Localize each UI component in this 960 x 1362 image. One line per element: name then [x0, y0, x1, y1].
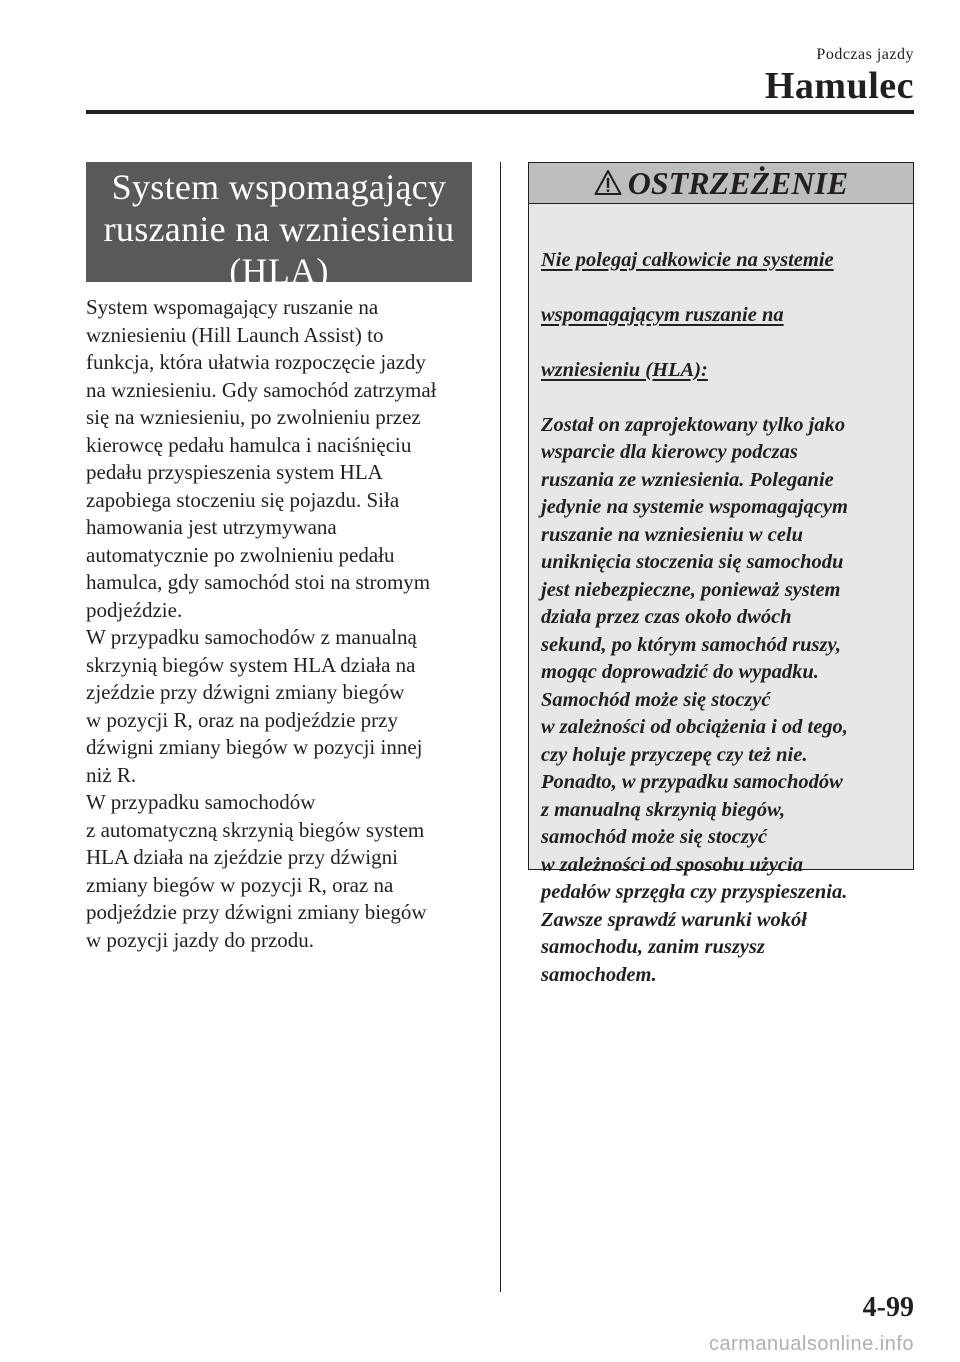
- warning-text: Został on zaprojektowany tylko jako wsparcie dla kierowcy podczas ruszania ze wzniesienia. Poleganie jedynie na systemie wspomagającym ruszanie na wzniesieniu w celu uniknięcia stoczenia się samochodu jest niebezpieczne, ponieważ system działa przez czas około dwóch sekund, po którym samochód ruszy, mogąc doprowadzić do wypadku. Samochód może się stoczyć w zależności od obciążenia i od tego, czy holuje przyczepę czy też nie. Ponadto, w przypadku samochodów z manualną skrzynią biegów, samochód może się stoczyć w zależności od sposobu użycia pedałów sprzęgła czy przyspieszenia. Zawsze sprawdź warunki wokół samochodu, zanim ruszysz samochodem.: [541, 413, 848, 986]
- section-title: [86, 162, 472, 291]
- warning-lead-line: Nie polegaj całkowicie na systemie: [541, 248, 834, 271]
- header-rule: [86, 110, 914, 114]
- body-paragraph: W przypadku samochodów z manualną skrzynią biegów system HLA działa na zjeździe przy dźwigni zmiany biegów w pozycji R, oraz na podjeździe przy dźwigni zmiany biegów w pozycji innej niż R.: [86, 625, 423, 787]
- warning-header: [529, 163, 913, 204]
- body-paragraph: System wspomagający ruszanie na wzniesieniu (Hill Launch Assist) to funkcja, która ułatwia rozpoczęcie jazdy na wzniesieniu. Gdy samochód zatrzymał się na wzniesieniu, po zwolnieniu przez kierowcę pedału hamulca i naciśnięciu pedału przyspieszenia system HLA zapobiega stoczeniu się pojazdu. Siła hamowania jest utrzymywana automatycznie po zwolnieniu pedału hamulca, gdy samochód stoi na stromym podjeździe.: [86, 295, 437, 622]
- warning-lead-line: wzniesieniu (HLA):: [541, 358, 708, 381]
- column-divider: [500, 162, 501, 1292]
- section-title-text: System wspomagający ruszanie na wzniesieniu (HLA): [103, 167, 455, 291]
- warning-lead: [541, 219, 903, 412]
- body-text: [86, 294, 478, 954]
- warning-triangle-icon: [594, 169, 622, 197]
- watermark: carmanualsonline.info: [708, 1333, 914, 1355]
- warning-lead-line: wspomagającym ruszanie na: [541, 303, 784, 326]
- running-header-section: Podczas jazdy: [816, 46, 914, 63]
- warning-body: [529, 204, 913, 989]
- page-number: 4-99: [862, 1292, 914, 1323]
- warning-box: [528, 162, 914, 986]
- body-paragraph: W przypadku samochodów z automatyczną skrzynią biegów system HLA działa na zjeździe przy dźwigni zmiany biegów w pozycji R, oraz na podjeździe przy dźwigni zmiany biegów w pozycji jazdy do przodu.: [86, 790, 427, 952]
- running-header-chapter: Hamulec: [764, 65, 914, 107]
- warning-heading: OSTRZEŻENIE: [627, 164, 849, 201]
